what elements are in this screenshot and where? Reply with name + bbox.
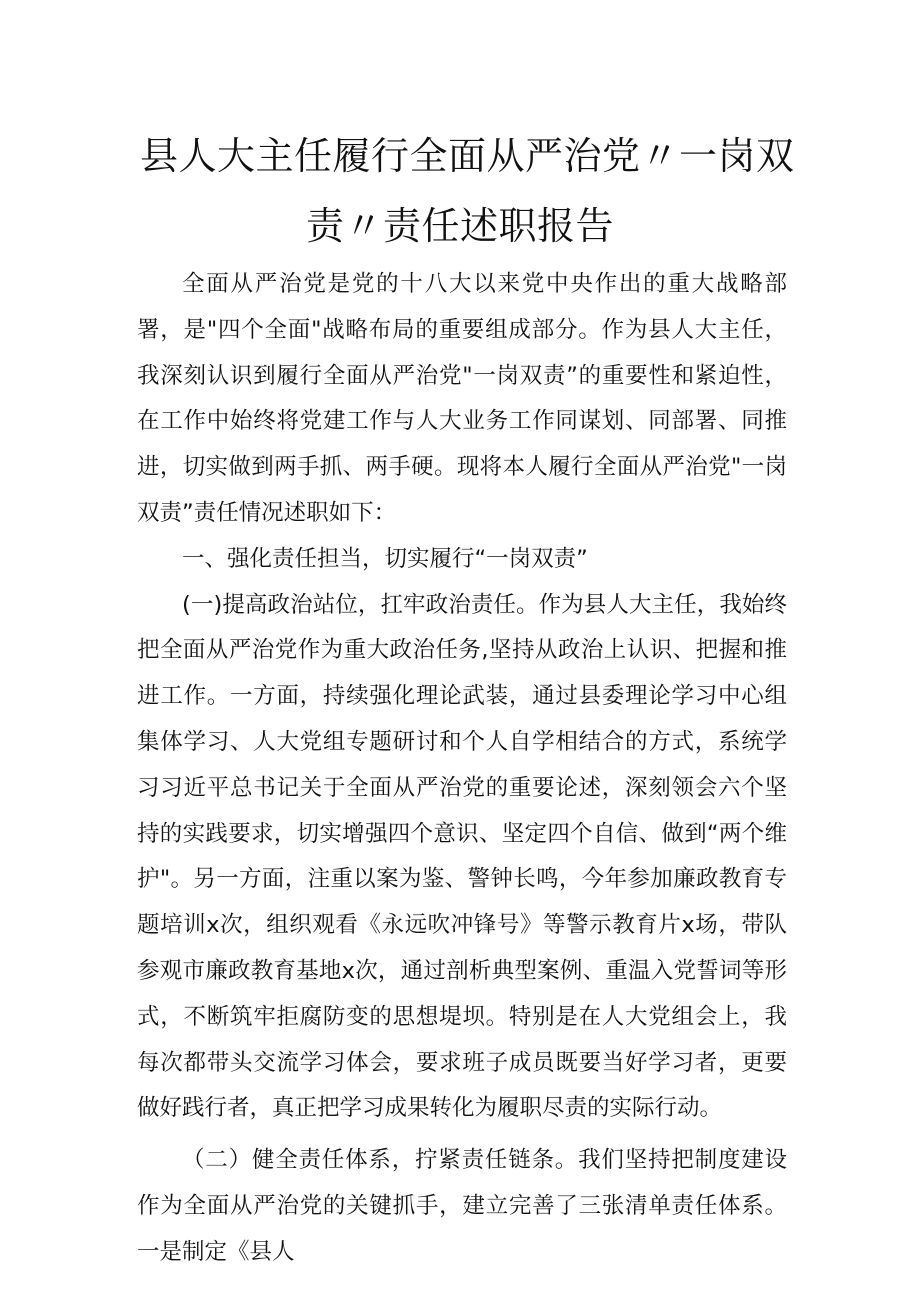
document-body xyxy=(137,262,787,1276)
subsection-paragraph-2: （二）健全责任体系，拧紧责任链条。我们坚持把制度建设作为全面从严治党的关键抓手，建立完善了三张清单责任体系。一是制定《县人 xyxy=(137,1147,787,1265)
document-title-line-1: 县人大主任履行全面从严治党〃一岗双 xyxy=(140,134,795,178)
document-title-line-2: 责〃责任述职报告 xyxy=(305,204,614,248)
section-heading-1: 一、强化责任担当，切实履行“一岗双责” xyxy=(182,545,588,572)
subsection-paragraph-1: (一)提高政治站位，扛牢政治责任。作为县人大主任，我始终把全面从严治党作为重大政治任务,坚持从政治上认识、把握和推进工作。一方面，持续强化理论武装，通过县委理论学习中心组集体学习、人大党组专题研讨和个人自学相结合的方式，系统学习习近平总书记关于全面从严治党的重要论述，深刻领会六个坚持的实践要求，切实增强四个意识、坚定四个自信、做到“两个维护"。另一方面，注重以案为鉴、警钟长鸣，今年参加廉政教育专题培训x次，组织观看《永远吹冲锋号》等警示教育片x场，带队参观市廉政教育基地x次，通过剖析典型案例、重温入党誓词等形式，不断筑牢拒腐防变的思想堤坝。特别是在人大党组会上，我每次都带头交流学习体会，要求班子成员既要当好学习者，更要做好践行者，真正把学习成果转化为履职尽责的实际行动。 xyxy=(137,591,787,1122)
intro-paragraph: 全面从严治党是党的十八大以来党中央作出的重大战略部署，是"四个全面"战略布局的重要组成部分。作为县人大主任，我深刻认识到履行全面从严治党"一岗双责”的重要性和紧迫性，在工作中始终将党建工作与人大业务工作同谋划、同部署、同推进，切实做到两手抓、两手硬。现将本人履行全面从严治党"一岗双责”责任情况述职如下： xyxy=(137,271,787,526)
